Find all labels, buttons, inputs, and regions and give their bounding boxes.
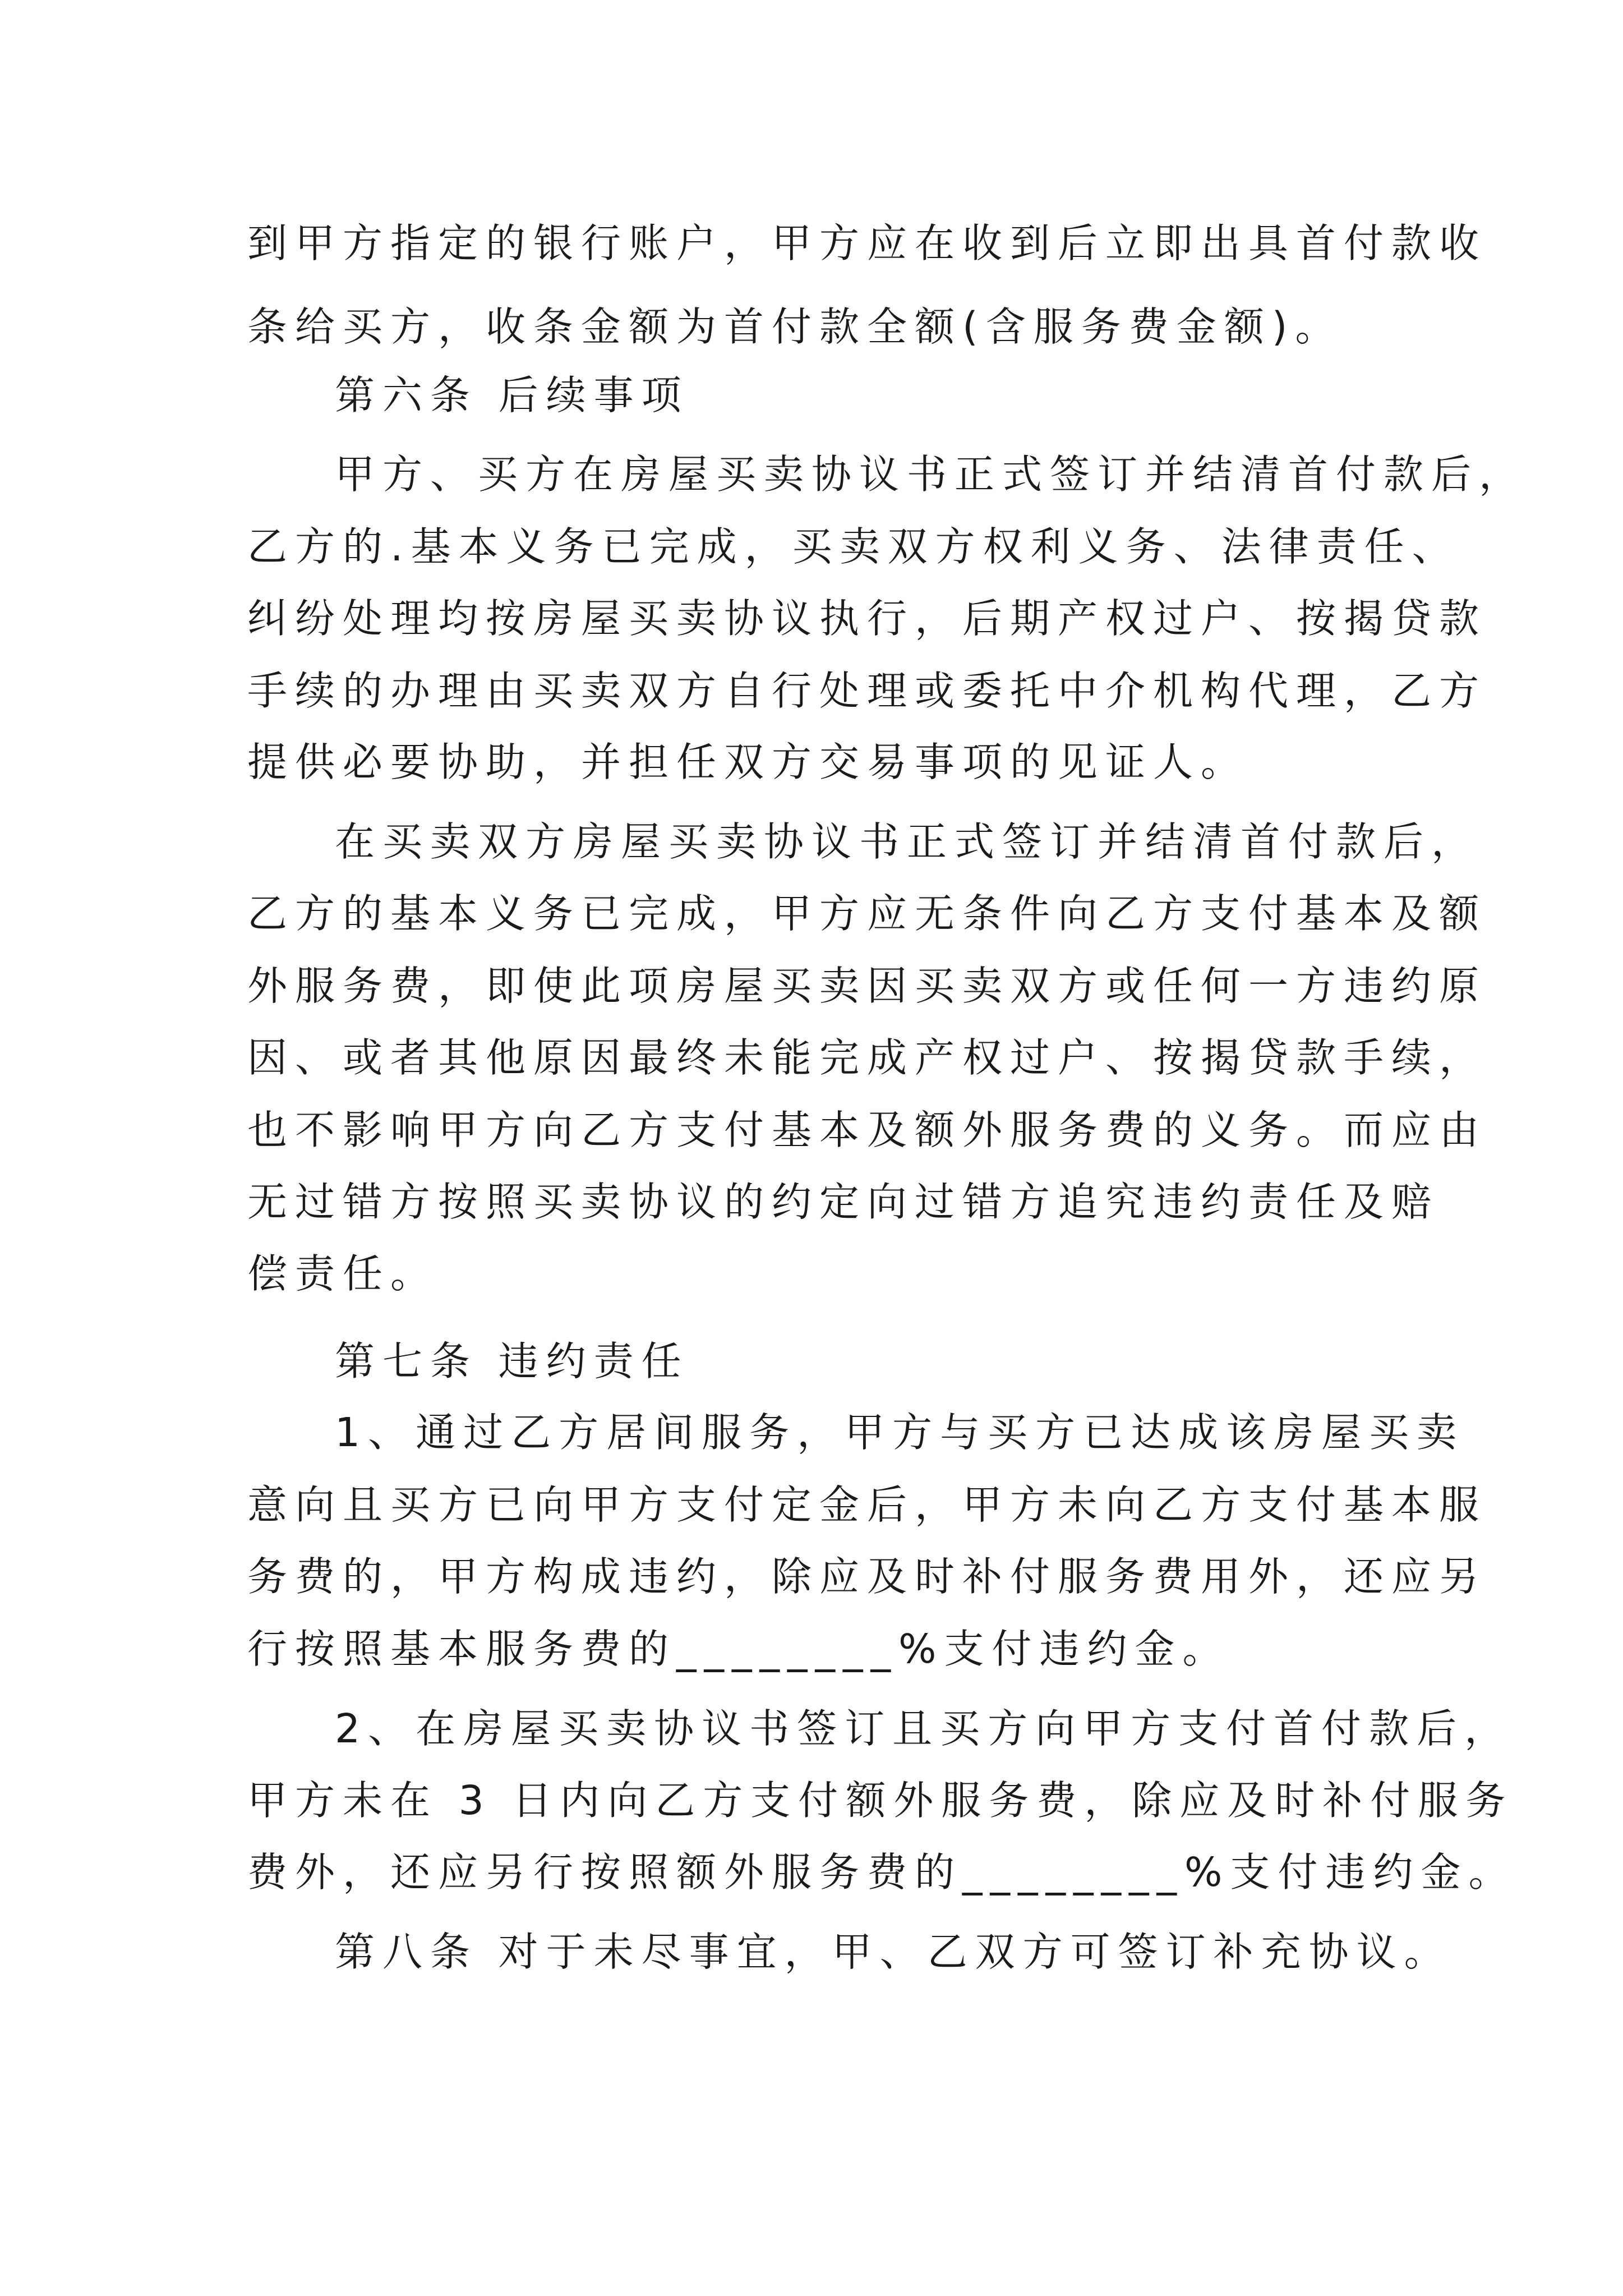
- text-line: 提供必要协助，并担任双方交易事项的见证人。: [247, 739, 1249, 785]
- text-line: 手续的办理由买卖双方自行处理或委托中介机构代理，乙方: [247, 668, 1487, 714]
- text-line: 甲方、买方在房屋买卖协议书正式签订并结清首付款后，: [335, 451, 1527, 498]
- text-line: 甲方未在 3 日内向乙方支付额外服务费，除应及时补付服务: [247, 1777, 1514, 1824]
- text-line: 费外，还应另行按照额外服务费的________%支付违约金。: [247, 1849, 1516, 1895]
- text-line: 纠纷处理均按房屋买卖协议执行，后期产权过户、按揭贷款: [247, 595, 1487, 642]
- text-line: 外服务费，即使此项房屋买卖因买卖双方或任何一方违约原: [247, 963, 1487, 1009]
- text-line: 无过错方按照买卖协议的约定向过错方追究违约责任及赔: [247, 1179, 1440, 1225]
- section-heading: 第八条 对于未尽事宜，甲、乙双方可签订补充协议。: [335, 1929, 1452, 1975]
- text-line: 行按照基本服务费的________%支付违约金。: [247, 1626, 1230, 1672]
- text-line: 乙方的基本义务已完成，甲方应无条件向乙方支付基本及额: [247, 890, 1487, 937]
- text-line: 偿责任。: [247, 1250, 439, 1297]
- section-heading: 第七条 违约责任: [335, 1338, 689, 1384]
- text-line: 因、或者其他原因最终未能完成产权过户、按揭贷款手续，: [247, 1034, 1487, 1081]
- text-line: 到甲方指定的银行账户，甲方应在收到后立即出具首付款收: [247, 220, 1487, 266]
- text-line: 意向且买方已向甲方支付定金后，甲方未向乙方支付基本服: [247, 1481, 1487, 1528]
- text-line: 条给买方，收条金额为首付款全额(含服务费金额)。: [247, 303, 1343, 350]
- text-line: 乙方的.基本义务已完成，买卖双方权利义务、法律责任、: [247, 523, 1460, 570]
- text-line: 2、在房屋买卖协议书签订且买方向甲方支付首付款后，: [335, 1705, 1513, 1752]
- text-line: 也不影响甲方向乙方支付基本及额外服务费的义务。而应由: [247, 1107, 1487, 1153]
- text-line: 务费的，甲方构成违约，除应及时补付服务费用外，还应另: [247, 1553, 1487, 1600]
- text-line: 1、通过乙方居间服务，甲方与买方已达成该房屋买卖: [335, 1409, 1465, 1456]
- section-heading: 第六条 后续事项: [335, 372, 689, 418]
- text-line: 在买卖双方房屋买卖协议书正式签订并结清首付款后，: [335, 818, 1479, 865]
